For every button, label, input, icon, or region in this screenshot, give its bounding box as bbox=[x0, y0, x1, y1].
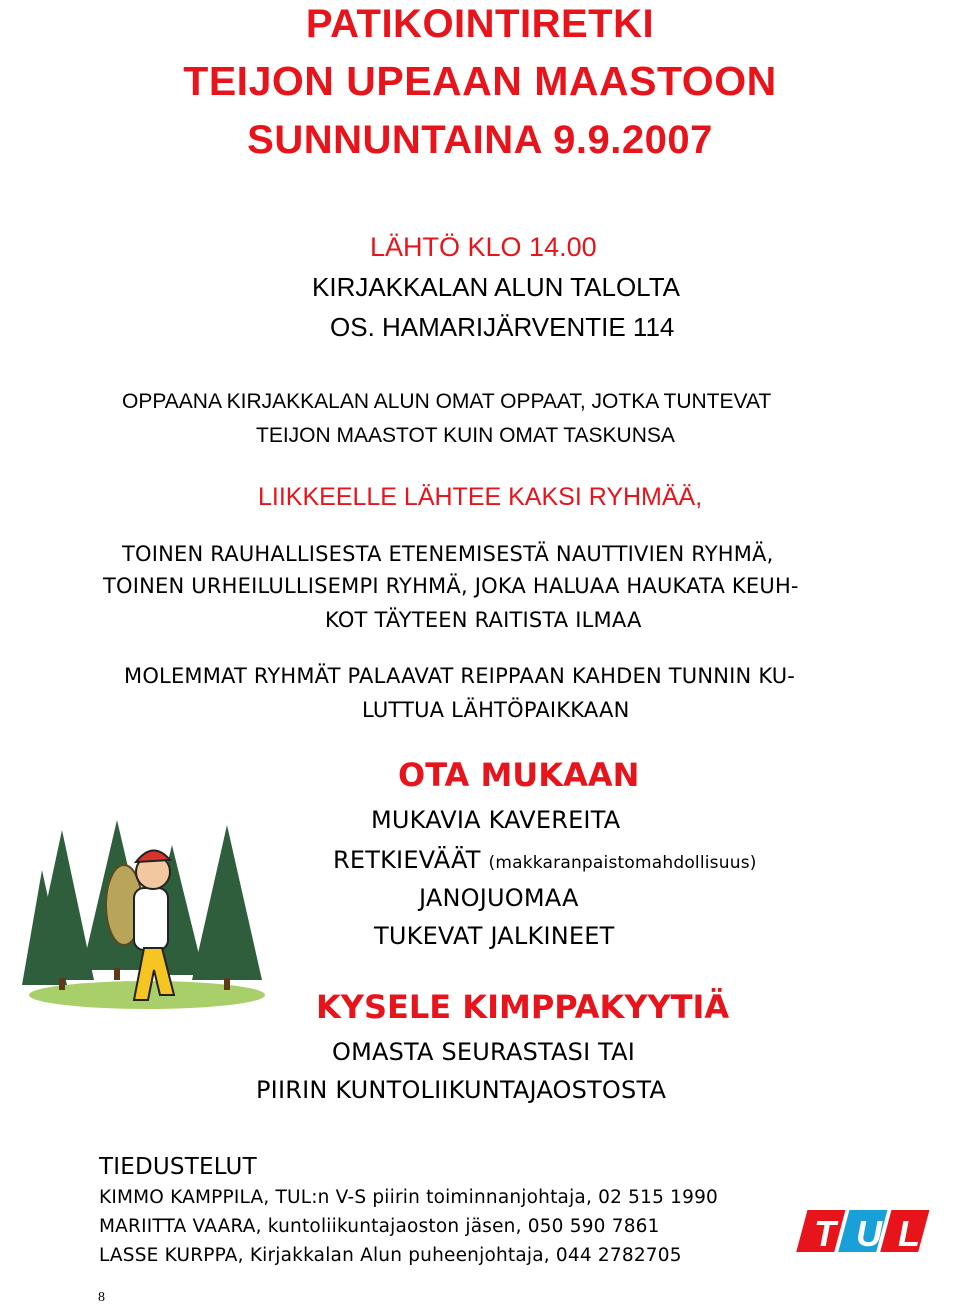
carpool-line-1: OMASTA SEURASTASI TAI bbox=[332, 1038, 636, 1066]
departure-address: OS. HAMARIJÄRVENTIE 114 bbox=[330, 312, 675, 342]
bring-note: (makkaranpaistomahdollisuus) bbox=[488, 853, 757, 873]
carpool-heading: KYSELE KIMPPAKYYTIÄ bbox=[316, 988, 730, 1026]
return-line-2: LUTTUA LÄHTÖPAIKKAAN bbox=[362, 698, 630, 722]
bring-item-3: JANOJUOMAA bbox=[419, 884, 579, 912]
bring-item-1: MUKAVIA KAVEREITA bbox=[371, 806, 621, 834]
departure-place: KIRJAKKALAN ALUN TALOLTA bbox=[312, 272, 680, 302]
return-line-1: MOLEMMAT RYHMÄT PALAAVAT REIPPAAN KAHDEN TUNNIN KU- bbox=[124, 664, 796, 688]
groups-line-1: TOINEN RAUHALLISESTA ETENEMISESTÄ NAUTTIVIEN RYHMÄ, bbox=[122, 542, 774, 566]
hiker-illustration bbox=[22, 810, 272, 1010]
bring-item-2-row bbox=[333, 846, 757, 874]
title-line-1: PATIKOINTIRETKI bbox=[305, 2, 655, 46]
carpool-line-2: PIIRIN KUNTOLIIKUNTAJAOSTOSTA bbox=[256, 1076, 667, 1104]
title-line-3: SUNNUNTAINA 9.9.2007 bbox=[247, 118, 713, 162]
guides-line-2: TEIJON MAASTOT KUIN OMAT TASKUNSA bbox=[256, 424, 675, 447]
tul-logo-letters bbox=[814, 1213, 920, 1254]
contact-3: LASSE KURPPA, Kirjakkalan Alun puheenjohtaja, 044 2782705 bbox=[99, 1245, 682, 1266]
svg-text:T: T bbox=[814, 1213, 836, 1254]
bring-item-2: RETKIEVÄÄT bbox=[333, 846, 481, 874]
contact-2: MARIITTA VAARA, kuntoliikuntajaoston jäsen, 050 590 7861 bbox=[99, 1216, 660, 1237]
groups-line-2: TOINEN URHEILULLISEMPI RYHMÄ, JOKA HALUAA HAUKATA KEUH- bbox=[103, 574, 799, 598]
page-number: 8 bbox=[98, 1290, 105, 1305]
groups-line-3: KOT TÄYTEEN RAITISTA ILMAA bbox=[325, 608, 642, 632]
tul-logo bbox=[790, 1208, 940, 1254]
guides-line-1: OPPAANA KIRJAKKALAN ALUN OMAT OPPAAT, JOTKA TUNTEVAT bbox=[122, 390, 772, 413]
groups-heading: LIIKKEELLE LÄHTEE KAKSI RYHMÄÄ, bbox=[258, 483, 703, 511]
bring-item-4: TUKEVAT JALKINEET bbox=[374, 922, 615, 950]
svg-text:U: U bbox=[856, 1213, 882, 1254]
departure-time: LÄHTÖ KLO 14.00 bbox=[370, 232, 597, 262]
title-line-2: TEIJON UPEAAN MAASTOON bbox=[183, 58, 777, 104]
contact-1: KIMMO KAMPPILA, TUL:n V-S piirin toiminnanjohtaja, 02 515 1990 bbox=[99, 1187, 719, 1208]
svg-text:L: L bbox=[898, 1213, 920, 1254]
bring-heading: OTA MUKAAN bbox=[398, 756, 640, 794]
contacts-heading: TIEDUSTELUT bbox=[99, 1154, 257, 1180]
